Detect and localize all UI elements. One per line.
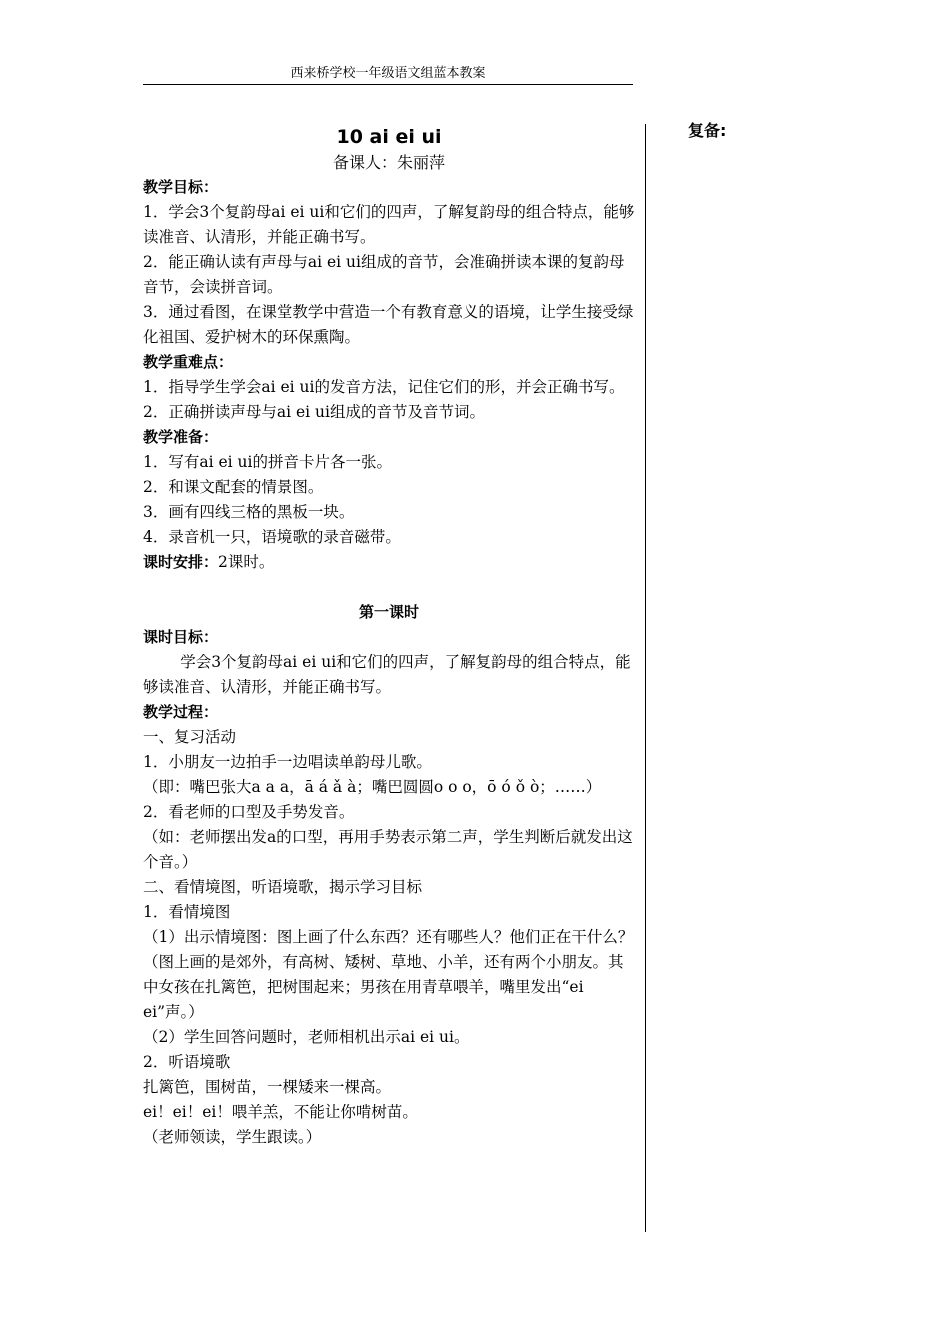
preparation-item: 2．和课文配套的情景图。 [143, 478, 324, 496]
lesson-title: 10 ai ei ui [336, 126, 442, 148]
process-step: （如：老师摆出发a的口型，再用手势表示第二声，学生判断后就发出这个音。） [143, 828, 633, 871]
process-heading: 教学过程： [143, 703, 219, 721]
key-points-heading: 教学重难点： [143, 353, 234, 371]
process-step: （老师领读，学生跟读。） [143, 1128, 322, 1146]
page-header: 西来桥学校一年级语文组蓝本教案 [290, 66, 486, 81]
process-step: （1）出示情境图：图上画了什么东西？还有哪些人？他们正在干什么？ [143, 928, 634, 946]
lesson-one-title: 第一课时 [358, 603, 419, 621]
process-step: 1．看情境图 [143, 903, 231, 921]
lesson-objective-text: 学会3个复韵母ai ei ui和它们的四声，了解复韵母的组合特点，能够读准音、认清形，并能正确书写。 [143, 653, 631, 696]
process-step: 扎篱笆，围树苗，一棵矮来一棵高。 [143, 1078, 392, 1096]
process-step: 二、看情境图，听语境歌，揭示学习目标 [143, 878, 423, 896]
key-point-item: 1．指导学生学会ai ei ui的发音方法，记住它们的形，并会正确书写。 [143, 378, 625, 396]
objective-item: 3．通过看图，在课堂教学中营造一个有教育意义的语境，让学生接受绿化祖国、爱护树木的环保熏陶。 [143, 303, 634, 346]
preparation-heading: 教学准备： [143, 428, 219, 446]
process-step: （即：嘴巴张大a a a，ā á ǎ à；嘴巴圆圆o o o，ō ó ǒ ò；……） [143, 778, 602, 796]
preparation-item: 4．录音机一只，语境歌的录音磁带。 [143, 528, 401, 546]
schedule-value: 2课时。 [218, 553, 275, 571]
process-step: 1．小朋友一边拍手一边唱读单韵母儿歌。 [143, 753, 432, 771]
process-step: （图上画的是郊外，有高树、矮树、草地、小羊，还有两个小朋友。其中女孩在扎篱笆，把树围起来；男孩在用青草喂羊，嘴里发出“ei ei”声。） [143, 953, 624, 1021]
review-label: 复备: [688, 121, 727, 140]
objective-item: 1．学会3个复韵母ai ei ui和它们的四声，了解复韵母的组合特点，能够读准音、认清形，并能正确书写。 [143, 203, 635, 246]
lesson-objective-heading: 课时目标： [143, 628, 219, 646]
schedule-label: 课时安排： [143, 553, 219, 571]
lesson-author: 备课人：朱丽萍 [332, 153, 445, 172]
header-rule [143, 84, 633, 85]
key-point-item: 2．正确拼读声母与ai ei ui组成的音节及音节词。 [143, 403, 485, 421]
process-step: ei！ei！ei！喂羊羔，不能让你啃树苗。 [143, 1103, 418, 1121]
preparation-item: 1．写有ai ei ui的拼音卡片各一张。 [143, 453, 392, 471]
process-step: 2．看老师的口型及手势发音。 [143, 803, 355, 821]
process-step: 一、复习活动 [143, 728, 237, 746]
objectives-heading: 教学目标： [143, 178, 219, 196]
process-step: （2）学生回答问题时，老师相机出示ai ei ui。 [143, 1028, 470, 1046]
process-step: 2．听语境歌 [143, 1053, 231, 1071]
objective-item: 2．能正确认读有声母与ai ei ui组成的音节，会准确拼读本课的复韵母音节，会读拼音词。 [143, 253, 625, 296]
column-divider [645, 124, 646, 1232]
schedule-line [143, 550, 635, 575]
lesson-plan-body [143, 124, 635, 1150]
preparation-item: 3．画有四线三格的黑板一块。 [143, 503, 355, 521]
